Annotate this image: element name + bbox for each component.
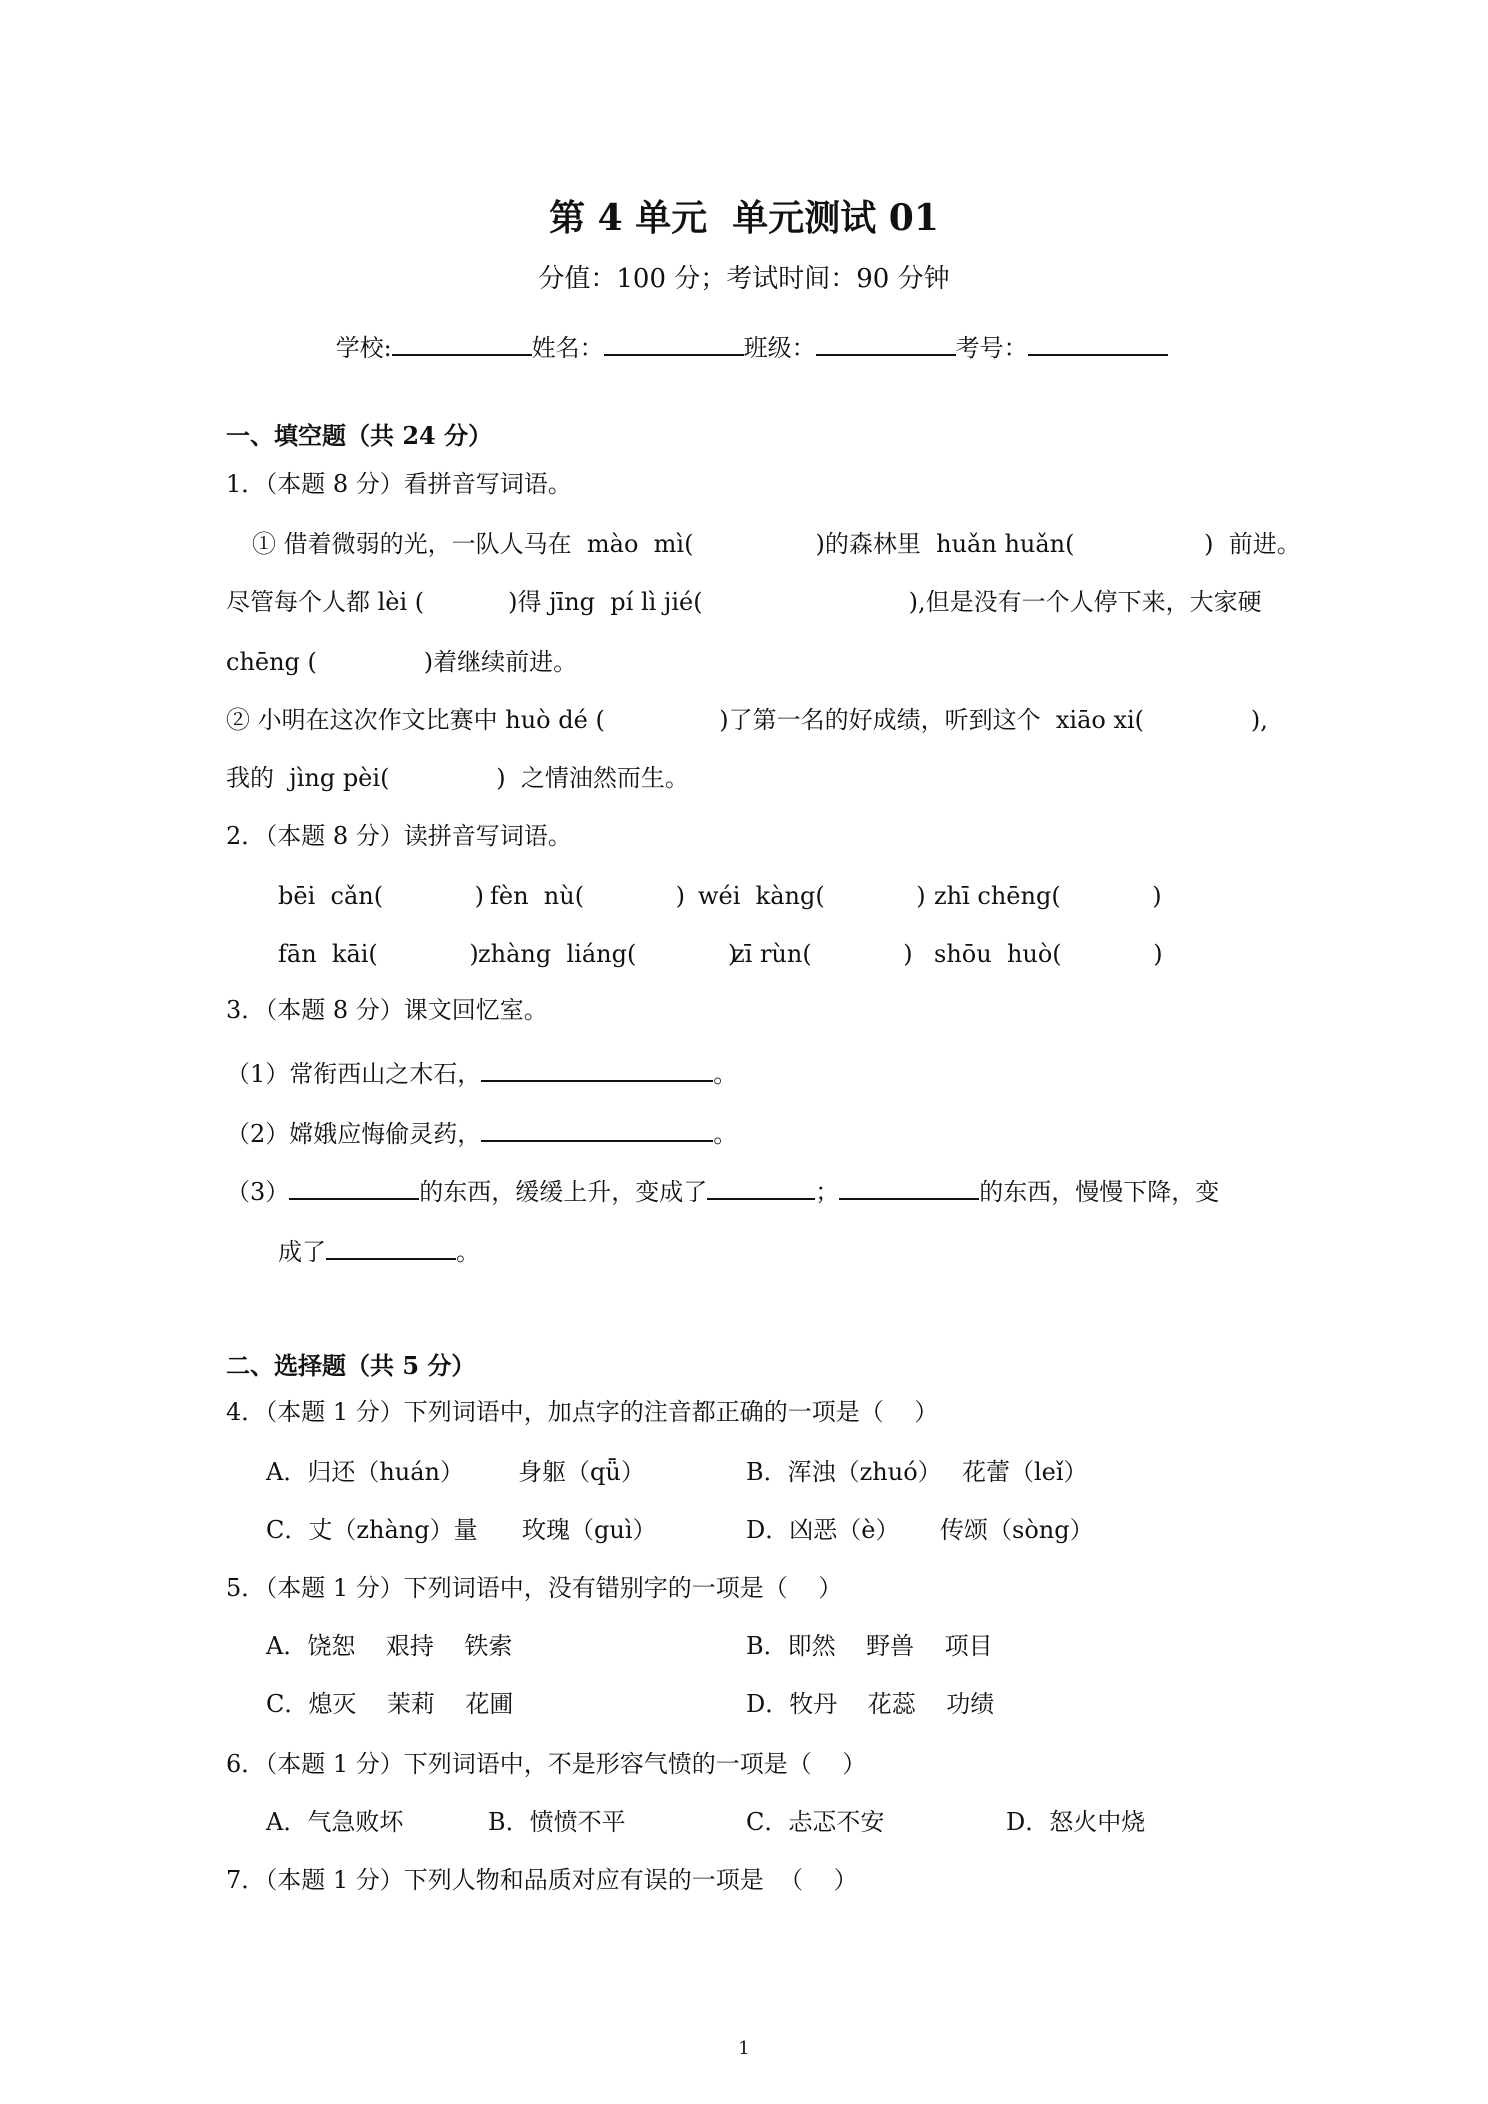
question-3-part-3 — [226, 1176, 1219, 1204]
question-3-part-1 — [226, 1058, 737, 1086]
section-1-heading: 一、填空题（共 24 分） — [226, 421, 493, 450]
exam-number-label: 考号： — [955, 334, 1028, 362]
name-label: 姓名： — [531, 334, 604, 362]
section-2-heading: 二、选择题（共 5 分） — [226, 1351, 476, 1380]
option-c: C．熄灭 茉莉 花圃 — [266, 1690, 514, 1718]
answer-blank[interactable] — [326, 1236, 456, 1260]
pinyin-item: zī rùn( ) — [732, 940, 913, 968]
option-c: C．丈（zhàng）量 — [266, 1516, 478, 1544]
question-1-stem: 1．（本题 8 分）看拼音写词语。 — [226, 470, 572, 498]
question-1-line-1: ① 借着微弱的光，一队人马在 mào mì( )的森林里 huǎn huǎn( ) 前进。 — [252, 530, 1301, 558]
class-label: 班级： — [743, 334, 816, 362]
option-a-word-2: 身躯（qǖ） — [518, 1458, 645, 1486]
part-3-text: 的东西，缓缓上升，变成了 — [419, 1178, 708, 1206]
option-c-word-2: 玫瑰（guì） — [522, 1516, 657, 1544]
page-title: 第 4 单元 单元测试 01 — [549, 197, 939, 239]
option-b: B．即然 野兽 项目 — [746, 1632, 993, 1660]
period: 。 — [713, 1060, 738, 1088]
question-7-stem: 7．（本题 1 分）下列人物和品质对应有误的一项是 （ ） — [226, 1866, 858, 1894]
part-2-text: （2）嫦娥应悔偷灵药， — [226, 1120, 482, 1148]
question-6-stem: 6．（本题 1 分）下列词语中，不是形容气愤的一项是（ ） — [226, 1750, 867, 1778]
question-3-stem: 3．（本题 8 分）课文回忆室。 — [226, 996, 548, 1024]
pinyin-item: zhàng liáng( ) — [478, 940, 738, 968]
question-1-line-5: 我的 jìng pèi( ) 之情油然而生。 — [226, 764, 689, 792]
option-d-word-2: 传颂（sòng） — [940, 1516, 1094, 1544]
question-1-line-4: ② 小明在这次作文比赛中 huò dé ( )了第一名的好成绩，听到这个 xiāo xi( ), — [226, 706, 1268, 734]
question-3-part-3-cont — [278, 1236, 480, 1264]
option-d: D．牧丹 花蕊 功绩 — [746, 1690, 995, 1718]
student-info-line — [0, 308, 1488, 360]
option-a: A．饶恕 艰持 铁索 — [266, 1632, 513, 1660]
option-d: D．凶恶（è） — [746, 1516, 900, 1544]
question-3-part-2 — [226, 1118, 737, 1146]
name-blank[interactable] — [604, 332, 744, 356]
option-c: C．忐忑不安 — [746, 1808, 885, 1836]
part-3-label: （3） — [226, 1178, 290, 1206]
school-blank[interactable] — [392, 332, 532, 356]
question-1-line-2: 尽管每个人都 lèi ( )得 jīng pí lì jié( ),但是没有一个人停下来，大家硬 — [226, 588, 1262, 616]
option-a: A．气急败坏 — [266, 1808, 404, 1836]
option-b: B．浑浊（zhuó） — [746, 1458, 942, 1486]
class-blank[interactable] — [816, 332, 956, 356]
period: 。 — [713, 1120, 738, 1148]
exam-number-blank[interactable] — [1028, 332, 1168, 356]
pinyin-item: shōu huò( ) — [934, 940, 1163, 968]
answer-blank[interactable] — [289, 1176, 419, 1200]
part-1-text: （1）常衔西山之木石， — [226, 1060, 482, 1088]
part-3-text: 成了 — [278, 1238, 326, 1266]
part-3-text: 的东西，慢慢下降，变 — [979, 1178, 1220, 1206]
question-2-stem: 2．（本题 8 分）读拼音写词语。 — [226, 822, 572, 850]
pinyin-item: fèn nù( ) — [490, 882, 685, 910]
question-1-line-3: chēng ( )着继续前进。 — [226, 648, 578, 676]
question-4-stem: 4．（本题 1 分）下列词语中，加点字的注音都正确的一项是（ ） — [226, 1398, 939, 1426]
option-d: D．怒火中烧 — [1006, 1808, 1146, 1836]
answer-blank[interactable] — [707, 1176, 815, 1200]
period: 。 — [456, 1238, 480, 1266]
semicolon: ； — [815, 1178, 840, 1206]
page-number: 1 — [738, 2038, 750, 2059]
answer-blank[interactable] — [839, 1176, 979, 1200]
pinyin-item: bēi cǎn( ) — [278, 882, 484, 910]
pinyin-item: wéi kàng( ) — [698, 882, 926, 910]
pinyin-item: fān kāi( ) — [278, 940, 479, 968]
exam-subtitle: 分值：100 分；考试时间：90 分钟 — [538, 264, 950, 294]
option-b-word-2: 花蕾（leǐ） — [962, 1458, 1088, 1486]
answer-blank[interactable] — [481, 1058, 713, 1082]
option-b: B．愤愤不平 — [488, 1808, 626, 1836]
option-a: A．归还（huán） — [266, 1458, 465, 1486]
pinyin-item: zhī chēng( ) — [934, 882, 1162, 910]
answer-blank[interactable] — [481, 1118, 713, 1142]
question-5-stem: 5．（本题 1 分）下列词语中，没有错别字的一项是（ ） — [226, 1574, 843, 1602]
school-label: 学校: — [335, 334, 392, 362]
